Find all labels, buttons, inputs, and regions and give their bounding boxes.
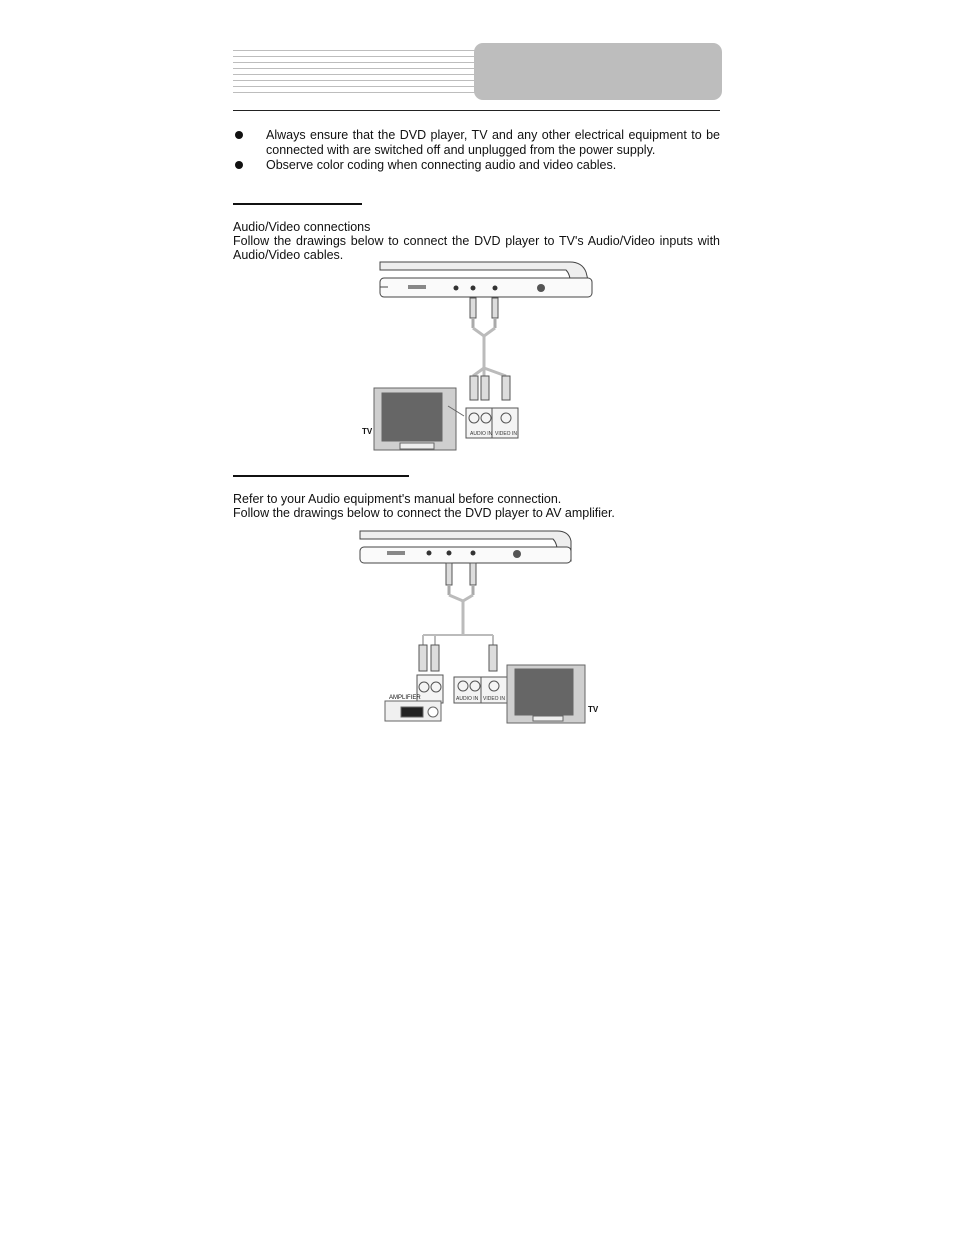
diagram1-audio-in-label: AUDIO IN (470, 431, 493, 437)
section1-text (233, 220, 720, 262)
section2-line2: Follow the drawings below to connect the DVD player to AV amplifier. (233, 506, 615, 520)
diagram2-video-in-label: VIDEO IN (483, 696, 505, 702)
bullet-dot-icon (235, 161, 243, 169)
diagram1-video-in-label: VIDEO IN (495, 431, 517, 437)
section2-text (233, 492, 720, 520)
bullet-item (233, 128, 720, 158)
section1-heading-rule (233, 203, 362, 205)
header-stripes (233, 50, 475, 100)
header-title-box (474, 43, 722, 100)
safety-bullet-list (233, 128, 720, 173)
diagram2-tv-label: TV (588, 705, 599, 714)
header-rule (233, 110, 720, 111)
dvd-to-tv-diagram (360, 258, 600, 454)
dvd-to-amplifier-diagram (357, 527, 607, 727)
bullet-text: Observe color coding when connecting audio and video cables. (266, 158, 617, 172)
amplifier-label: AMPLIFIER (389, 695, 421, 701)
section2-line1: Refer to your Audio equipment's manual before connection. (233, 492, 562, 506)
bullet-dot-icon (235, 131, 243, 139)
bullet-item (233, 158, 720, 173)
section2-heading-rule (233, 475, 409, 477)
bullet-text: Always ensure that the DVD player, TV and any other electrical equipment to be connected with are switched off and unplugged from the power supply. (266, 128, 720, 157)
diagram2-audio-in-label: AUDIO IN (456, 696, 479, 702)
diagram1-tv-label: TV (362, 427, 373, 436)
section1-subtitle: Audio/Video connections (233, 220, 371, 234)
section1-body: Follow the drawings below to connect the DVD player to TV's Audio/Video inputs with Audio/Video cables. (233, 234, 720, 262)
